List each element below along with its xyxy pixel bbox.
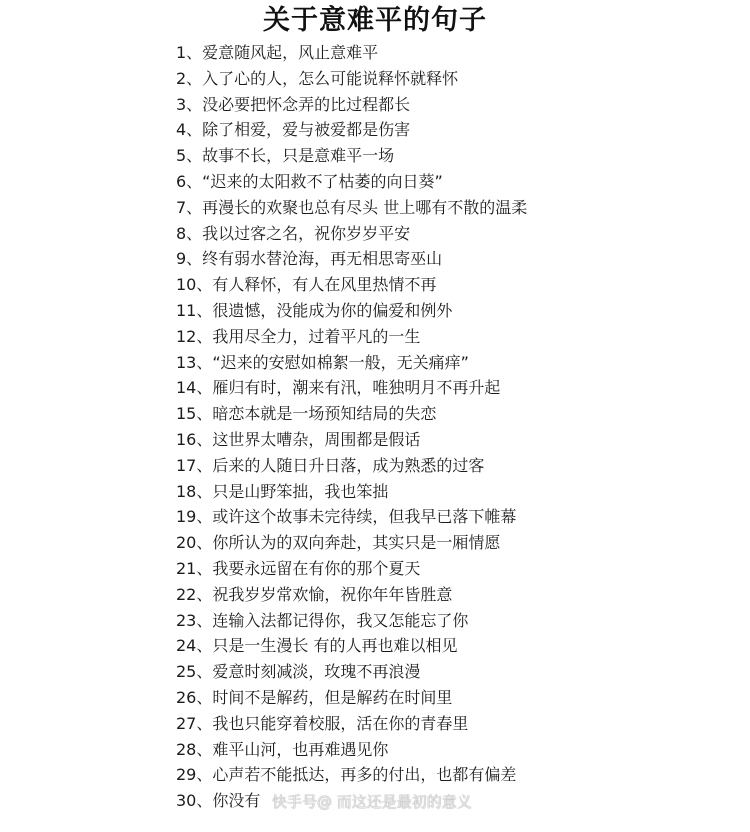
- list-item: 5、故事不长，只是意难平一场: [176, 146, 395, 166]
- list-item: 6、“迟来的太阳救不了枯萎的向日葵”: [176, 171, 443, 191]
- list-item: 24、只是一生漫长 有的人再也难以相见: [176, 636, 458, 656]
- list-item: 9、终有弱水替沧海，再无相思寄巫山: [176, 249, 443, 269]
- list-item: 14、雁归有时，潮来有汛，唯独明月不再升起: [176, 378, 501, 398]
- list-item: 12、我用尽全力，过着平凡的一生: [176, 326, 421, 346]
- list-item: 21、我要永远留在有你的那个夏天: [176, 558, 421, 578]
- list-item: 20、你所认为的双向奔赴，其实只是一厢情愿: [176, 533, 501, 553]
- list-item: 15、暗恋本就是一场预知结局的失恋: [176, 404, 437, 424]
- sentence-list: [176, 40, 527, 814]
- list-item: 7、再漫长的欢聚也总有尽头 世上哪有不散的温柔: [176, 197, 528, 217]
- list-item: 10、有人释怀，有人在风里热情不再: [176, 275, 437, 295]
- list-item: 26、时间不是解药，但是解药在时间里: [176, 687, 453, 707]
- list-item: 28、难平山河，也再难遇见你: [176, 739, 389, 759]
- list-item: 23、连输入法都记得你，我又怎能忘了你: [176, 610, 469, 630]
- list-item: 22、祝我岁岁常欢愉，祝你年年皆胜意: [176, 584, 453, 604]
- list-item: 11、很遗憾，没能成为你的偏爱和例外: [176, 300, 453, 320]
- list-item: 17、后来的人随日升日落，成为熟悉的过客: [176, 455, 485, 475]
- list-item: 19、或许这个故事未完待续，但我早已落下帷幕: [176, 507, 517, 527]
- list-item: 4、除了相爱，爱与被爱都是伤害: [176, 120, 411, 140]
- list-item: 1、爱意随风起，风止意难平: [176, 43, 379, 62]
- watermark: 快手号@ 而这还是最初的意义: [272, 793, 472, 811]
- list-item: 30、你没有: [176, 791, 261, 811]
- list-item: 16、这世界太嘈杂，周围都是假话: [176, 429, 421, 449]
- list-item: 27、我也只能穿着校服，活在你的青春里: [176, 713, 469, 733]
- list-item: 3、没必要把怀念弄的比过程都长: [176, 94, 411, 114]
- list-item: 13、“迟来的安慰如棉絮一般，无关痛痒”: [176, 352, 469, 372]
- list-item: 18、只是山野笨拙，我也笨拙: [176, 481, 389, 501]
- list-item: 25、爱意时刻减淡，玫瑰不再浪漫: [176, 662, 421, 682]
- page-title: 关于意难平的句子: [263, 5, 487, 36]
- list-item: 8、我以过客之名，祝你岁岁平安: [176, 223, 411, 243]
- list-item: 2、入了心的人，怎么可能说释怀就释怀: [176, 68, 459, 88]
- list-item: 29、心声若不能抵达，再多的付出，也都有偏差: [176, 765, 517, 785]
